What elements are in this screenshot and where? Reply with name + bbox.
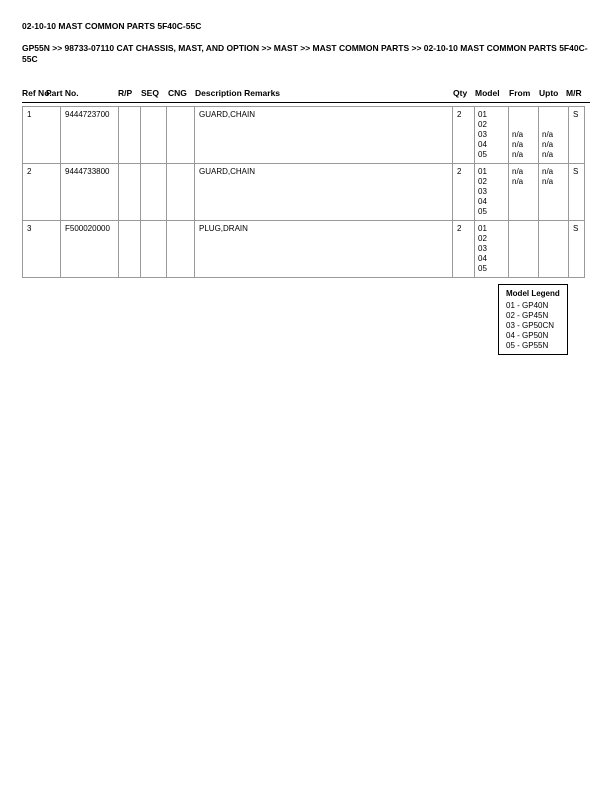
upto-value: n/a <box>542 130 554 139</box>
upto-value <box>542 234 568 244</box>
from-value: n/a <box>512 150 524 159</box>
legend-item: 04 - GP50N <box>506 331 549 340</box>
mr-cell: S <box>569 221 585 278</box>
from-cell <box>509 107 539 164</box>
model-code: 02 <box>478 177 487 186</box>
model-code: 01 <box>478 224 487 233</box>
upto-value <box>542 197 568 207</box>
header-ref-no: Ref No. <box>22 88 52 98</box>
from-value <box>512 197 538 207</box>
model-code: 04 <box>478 140 487 149</box>
model-code: 05 <box>478 207 487 216</box>
model-code: 01 <box>478 167 487 176</box>
model-legend-title: Model Legend <box>506 289 560 298</box>
model-cell <box>475 221 509 278</box>
model-cell <box>475 107 509 164</box>
from-value: n/a <box>512 130 524 139</box>
table-row[interactable] <box>23 164 585 221</box>
from-value <box>512 207 538 217</box>
from-value: n/a <box>512 140 524 149</box>
header-cng: CNG <box>168 88 187 98</box>
table-row[interactable] <box>23 221 585 278</box>
description-cell: GUARD,CHAIN <box>195 164 453 221</box>
upto-value <box>542 254 568 264</box>
model-code: 05 <box>478 264 487 273</box>
from-cell <box>509 221 539 278</box>
part-no-cell: F500020000 <box>61 221 119 278</box>
table-row[interactable] <box>23 107 585 164</box>
legend-item: 01 - GP40N <box>506 301 549 310</box>
model-code: 03 <box>478 187 487 196</box>
mr-cell: S <box>569 164 585 221</box>
upto-cell <box>539 164 569 221</box>
from-value <box>512 120 538 130</box>
upto-value: n/a <box>542 177 554 186</box>
upto-value <box>542 187 568 197</box>
legend-item: 02 - GP45N <box>506 311 549 320</box>
seq-cell <box>141 107 167 164</box>
model-code: 04 <box>478 254 487 263</box>
seq-cell <box>141 221 167 278</box>
header-rp: R/P <box>118 88 133 98</box>
legend-item: 03 - GP50CN <box>506 321 555 330</box>
cng-cell <box>167 221 195 278</box>
from-value <box>512 224 538 234</box>
header-divider <box>22 102 590 103</box>
model-code: 03 <box>478 130 487 139</box>
model-code: 04 <box>478 197 487 206</box>
upto-value <box>542 224 568 234</box>
ref-no-cell: 1 <box>23 107 61 164</box>
upto-value <box>542 207 568 217</box>
from-value <box>512 244 538 254</box>
model-legend <box>498 284 568 355</box>
from-cell <box>509 164 539 221</box>
upto-value <box>542 110 568 120</box>
model-code: 03 <box>478 244 487 253</box>
upto-value <box>542 120 568 130</box>
header-description: Description Remarks <box>195 88 281 98</box>
upto-value <box>542 244 568 254</box>
cng-cell <box>167 107 195 164</box>
model-cell <box>475 164 509 221</box>
parts-table <box>22 106 585 278</box>
header-upto: Upto <box>539 88 559 98</box>
qty-cell: 2 <box>453 221 475 278</box>
upto-cell <box>539 107 569 164</box>
header-seq: SEQ <box>141 88 159 98</box>
description-cell: PLUG,DRAIN <box>195 221 453 278</box>
description-cell: GUARD,CHAIN <box>195 107 453 164</box>
from-value <box>512 264 538 274</box>
header-model: Model <box>475 88 500 98</box>
rp-cell <box>119 107 141 164</box>
rp-cell <box>119 164 141 221</box>
header-qty: Qty <box>453 88 468 98</box>
from-value <box>512 234 538 244</box>
rp-cell <box>119 221 141 278</box>
seq-cell <box>141 164 167 221</box>
upto-value: n/a <box>542 140 554 149</box>
model-code: 05 <box>478 150 487 159</box>
model-code: 01 <box>478 110 487 119</box>
header-mr: M/R <box>566 88 582 98</box>
part-no-cell: 9444733800 <box>61 164 119 221</box>
upto-value <box>542 264 568 274</box>
from-value <box>512 110 538 120</box>
from-value: n/a <box>512 177 524 186</box>
legend-item: 05 - GP55N <box>506 341 549 350</box>
table-header <box>22 88 584 100</box>
page-title: 02-10-10 MAST COMMON PARTS 5F40C-55C <box>22 21 202 31</box>
ref-no-cell: 3 <box>23 221 61 278</box>
qty-cell: 2 <box>453 107 475 164</box>
model-code: 02 <box>478 120 487 129</box>
mr-cell: S <box>569 107 585 164</box>
model-code: 02 <box>478 234 487 243</box>
breadcrumb: GP55N >> 98733-07110 CAT CHASSIS, MAST, AND OPTION >> MAST >> MAST COMMON PARTS >> 02-10-10 MAST COMMON PARTS 5F40C-55C <box>22 43 588 64</box>
upto-value: n/a <box>542 150 554 159</box>
ref-no-cell: 2 <box>23 164 61 221</box>
part-no-cell: 9444723700 <box>61 107 119 164</box>
from-value: n/a <box>512 167 524 176</box>
from-value <box>512 254 538 264</box>
upto-cell <box>539 221 569 278</box>
qty-cell: 2 <box>453 164 475 221</box>
from-value <box>512 187 538 197</box>
upto-value: n/a <box>542 167 554 176</box>
header-part-no: Part No. <box>46 88 79 98</box>
cng-cell <box>167 164 195 221</box>
header-from: From <box>509 88 531 98</box>
